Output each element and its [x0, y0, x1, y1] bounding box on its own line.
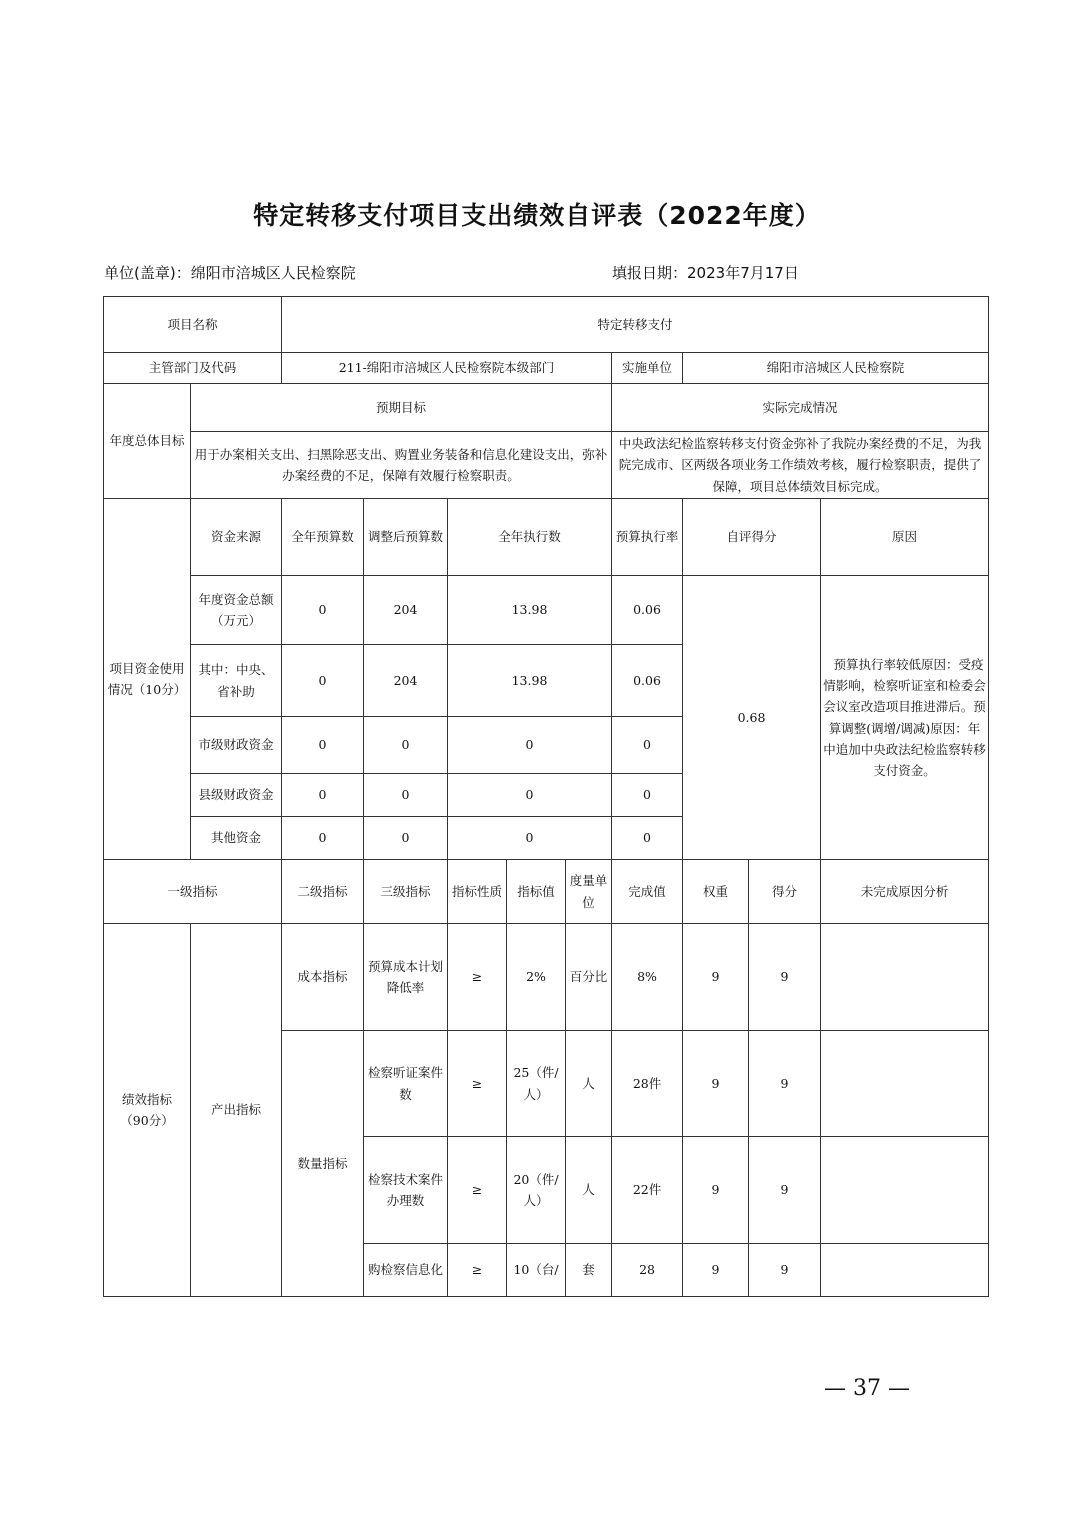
- level3-indicator: 预算成本计划降低率: [364, 924, 448, 1031]
- dept-value: 211-绵阳市涪城区人民检察院本级部门: [282, 353, 612, 384]
- actual-goal-text: 中央政法纪检监察转移支付资金弥补了我院办案经费的不足，为我院完成市、区两级各项业务工作绩效考核，履行检察职责，提供了保障，项目总体绩效目标完成。: [612, 432, 989, 499]
- project-label: 项目名称: [104, 297, 282, 353]
- indicator-reason: [821, 1137, 989, 1244]
- indicator-value: 10（台/: [507, 1244, 566, 1297]
- project-row: [104, 297, 989, 353]
- page-title: 特定转移支付项目支出绩效自评表（2022年度）: [253, 201, 821, 230]
- page-number: — 37 —: [824, 1376, 910, 1401]
- indicator-score: 9: [749, 1244, 821, 1297]
- fill-date-value: 2023年7月17日: [687, 264, 799, 282]
- indicator-header-value: 指标值: [507, 860, 566, 924]
- indicator-header-done: 完成值: [612, 860, 683, 924]
- evaluation-table: [103, 296, 989, 1297]
- unit-line: [104, 262, 356, 283]
- actual-goal-label: 实际完成情况: [612, 384, 989, 432]
- funds-self-score: 0.68: [683, 576, 821, 860]
- funds-header-budget: 全年预算数: [282, 499, 364, 576]
- funds-rate: 0: [612, 717, 683, 774]
- indicator-done: 8%: [612, 924, 683, 1031]
- level1-indicator: 绩效指标 （90分）: [104, 924, 191, 1297]
- indicator-score: 9: [749, 1031, 821, 1137]
- indicator-unit: 套: [566, 1244, 612, 1297]
- level3-indicator: 检察听证案件数: [364, 1031, 448, 1137]
- funds-executed: 0: [448, 717, 612, 774]
- indicator-unit: 人: [566, 1031, 612, 1137]
- funds-header-executed: 全年执行数: [448, 499, 612, 576]
- funds-budget: 0: [282, 774, 364, 817]
- funds-executed: 0: [448, 817, 612, 860]
- unit-value: 绵阳市涪城区人民检察院: [190, 264, 356, 282]
- funds-header-adjusted: 调整后预算数: [364, 499, 448, 576]
- indicator-nature: ≥: [448, 1031, 507, 1137]
- funds-source: 其中：中央、省补助: [191, 645, 282, 717]
- funds-rate: 0.06: [612, 645, 683, 717]
- dept-label: 主管部门及代码: [104, 353, 282, 384]
- funds-source: 县级财政资金: [191, 774, 282, 817]
- funds-rate: 0: [612, 817, 683, 860]
- indicator-done: 22件: [612, 1137, 683, 1244]
- funds-executed: 0: [448, 774, 612, 817]
- indicator-value: 25（件/人）: [507, 1031, 566, 1137]
- funds-budget: 0: [282, 717, 364, 774]
- indicator-weight: 9: [683, 924, 749, 1031]
- funds-reason: 预算执行率较低原因：受疫情影响，检察听证室和检委会会议室改造项目推进滞后。预算调整(调增/调减)原因：年中追加中央政法纪检监察转移支付资金。: [821, 576, 989, 860]
- indicator-unit: 人: [566, 1137, 612, 1244]
- indicator-value: 20（件/人）: [507, 1137, 566, 1244]
- funds-adjusted: 0: [364, 774, 448, 817]
- funds-executed: 13.98: [448, 576, 612, 645]
- indicator-weight: 9: [683, 1244, 749, 1297]
- goal-content-row: [104, 432, 989, 499]
- indicator-header-score: 得分: [749, 860, 821, 924]
- indicator-score: 9: [749, 924, 821, 1031]
- funds-row: [104, 576, 989, 645]
- funds-adjusted: 0: [364, 817, 448, 860]
- goal-header-row: [104, 384, 989, 432]
- expected-goal-label: 预期目标: [191, 384, 612, 432]
- indicator-header-level3: 三级指标: [364, 860, 448, 924]
- indicator-reason: [821, 1244, 989, 1297]
- funds-rate: 0.06: [612, 576, 683, 645]
- fill-date-label: 填报日期：: [612, 264, 688, 282]
- indicator-nature: ≥: [448, 924, 507, 1031]
- funds-source: 其他资金: [191, 817, 282, 860]
- funds-budget: 0: [282, 576, 364, 645]
- funds-header-reason: 原因: [821, 499, 989, 576]
- level3-indicator: 购检察信息化: [364, 1244, 448, 1297]
- indicator-unit: 百分比: [566, 924, 612, 1031]
- indicator-header-level1: 一级指标: [104, 860, 282, 924]
- indicator-header-weight: 权重: [683, 860, 749, 924]
- funds-budget: 0: [282, 645, 364, 717]
- project-value: 特定转移支付: [282, 297, 989, 353]
- funds-header-row: [104, 499, 989, 576]
- indicator-header-nature: 指标性质: [448, 860, 507, 924]
- indicator-row: [104, 924, 989, 1031]
- quantity-indicator-label: 数量指标: [282, 1031, 364, 1297]
- indicator-reason: [821, 924, 989, 1031]
- indicator-reason: [821, 1031, 989, 1137]
- funds-adjusted: 204: [364, 576, 448, 645]
- cost-indicator-label: 成本指标: [282, 924, 364, 1031]
- expected-goal-text: 用于办案相关支出、扫黑除恶支出、购置业务装备和信息化建设支出，弥补办案经费的不足，保障有效履行检察职责。: [191, 432, 612, 499]
- indicator-nature: ≥: [448, 1137, 507, 1244]
- indicator-header-row: [104, 860, 989, 924]
- indicator-value: 2%: [507, 924, 566, 1031]
- unit-label: 单位(盖章)：: [104, 264, 191, 282]
- level3-indicator: 检察技术案件办理数: [364, 1137, 448, 1244]
- indicator-weight: 9: [683, 1031, 749, 1137]
- fill-date-line: [612, 262, 799, 283]
- indicator-header-reason: 未完成原因分析: [821, 860, 989, 924]
- indicator-score: 9: [749, 1137, 821, 1244]
- funds-budget: 0: [282, 817, 364, 860]
- annual-goal-label: 年度总体目标: [104, 384, 191, 499]
- indicator-header-unit: 度量单位: [566, 860, 612, 924]
- impl-unit-value: 绵阳市涪城区人民检察院: [683, 353, 989, 384]
- funds-executed: 13.98: [448, 645, 612, 717]
- indicator-done: 28: [612, 1244, 683, 1297]
- funds-label: 项目资金使用情况（10分）: [104, 499, 191, 860]
- funds-header-source: 资金来源: [191, 499, 282, 576]
- dept-row: [104, 353, 989, 384]
- funds-source: 市级财政资金: [191, 717, 282, 774]
- indicator-nature: ≥: [448, 1244, 507, 1297]
- indicator-weight: 9: [683, 1137, 749, 1244]
- funds-header-rate: 预算执行率: [612, 499, 683, 576]
- funds-rate: 0: [612, 774, 683, 817]
- impl-unit-label: 实施单位: [612, 353, 683, 384]
- indicator-header-level2: 二级指标: [282, 860, 364, 924]
- level2-indicator: 产出指标: [191, 924, 282, 1297]
- indicator-done: 28件: [612, 1031, 683, 1137]
- funds-header-score: 自评得分: [683, 499, 821, 576]
- funds-source: 年度资金总额（万元）: [191, 576, 282, 645]
- funds-adjusted: 204: [364, 645, 448, 717]
- funds-adjusted: 0: [364, 717, 448, 774]
